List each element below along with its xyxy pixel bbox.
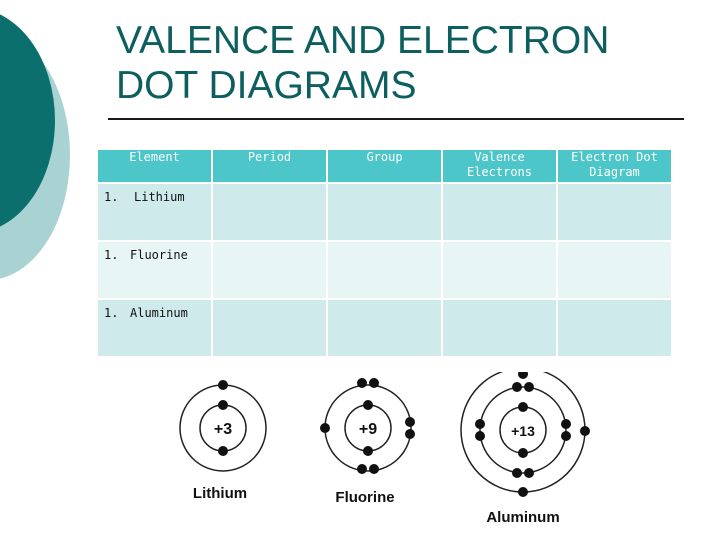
electron-dot [512,468,522,478]
table-row [98,300,671,356]
cell-period [213,300,326,356]
electron-dot [320,423,330,433]
fluorine-label: Fluorine [335,489,395,506]
fluorine-atom-diagram [320,378,415,506]
electron-dot [524,382,534,392]
lithium-label: Lithium [192,485,248,502]
cell-period [213,184,326,240]
element-name: Aluminum [130,306,188,320]
row-number: 1. [104,190,119,204]
electron-dot [405,417,415,427]
cell-element [98,300,211,356]
electron-dot [369,378,379,388]
electron-dot [518,448,528,458]
cell-dot-diagram [558,300,671,356]
electron-dot [518,372,528,379]
electron-dot [357,378,367,388]
aluminum-label: Aluminum [486,509,560,526]
cell-group [328,184,441,240]
header-period: Period [213,150,326,182]
electron-dot [561,431,571,441]
slide-title: VALENCE AND ELECTRON DOT DIAGRAMS [116,19,610,107]
header-group: Group [328,150,441,182]
header-valence-electrons: Valence Electrons [443,150,556,182]
cell-dot-diagram [558,242,671,298]
cell-group [328,242,441,298]
electron-dot [580,426,590,436]
electron-dot [475,419,485,429]
element-table [96,148,673,358]
table-row [98,242,671,298]
electron-dot [218,380,228,390]
cell-valence [443,242,556,298]
lithium-nucleus-charge: +3 [213,421,233,438]
header-electron-dot-diagram: Electron Dot Diagram [558,150,671,182]
electron-dot [369,464,379,474]
table-header-row [98,150,671,182]
electron-dot [524,468,534,478]
table-row [98,184,671,240]
element-name: Fluorine [130,248,188,262]
cell-period [213,242,326,298]
electron-dot [218,400,228,410]
electron-dot [518,487,528,497]
cell-element [98,184,211,240]
aluminum-nucleus-charge: +13 [511,423,535,439]
header-element: Element [98,150,211,182]
electron-dot [357,464,367,474]
title-divider [108,118,684,120]
electron-dot [363,400,373,410]
aluminum-atom-diagram [461,372,590,526]
electron-dot [512,382,522,392]
electron-dot [518,402,528,412]
row-number: 1. [104,248,119,262]
cell-valence [443,300,556,356]
electron-dot [405,429,415,439]
cell-group [328,300,441,356]
bohr-diagrams [170,372,600,532]
element-name: Lithium [134,190,185,204]
electron-dot [561,419,571,429]
cell-element [98,242,211,298]
row-number: 1. [104,306,119,320]
electron-dot [475,431,485,441]
electron-dot [363,446,373,456]
electron-dot [218,446,228,456]
cell-dot-diagram [558,184,671,240]
lithium-atom-diagram [180,380,266,502]
cell-valence [443,184,556,240]
fluorine-nucleus-charge: +9 [358,421,378,438]
